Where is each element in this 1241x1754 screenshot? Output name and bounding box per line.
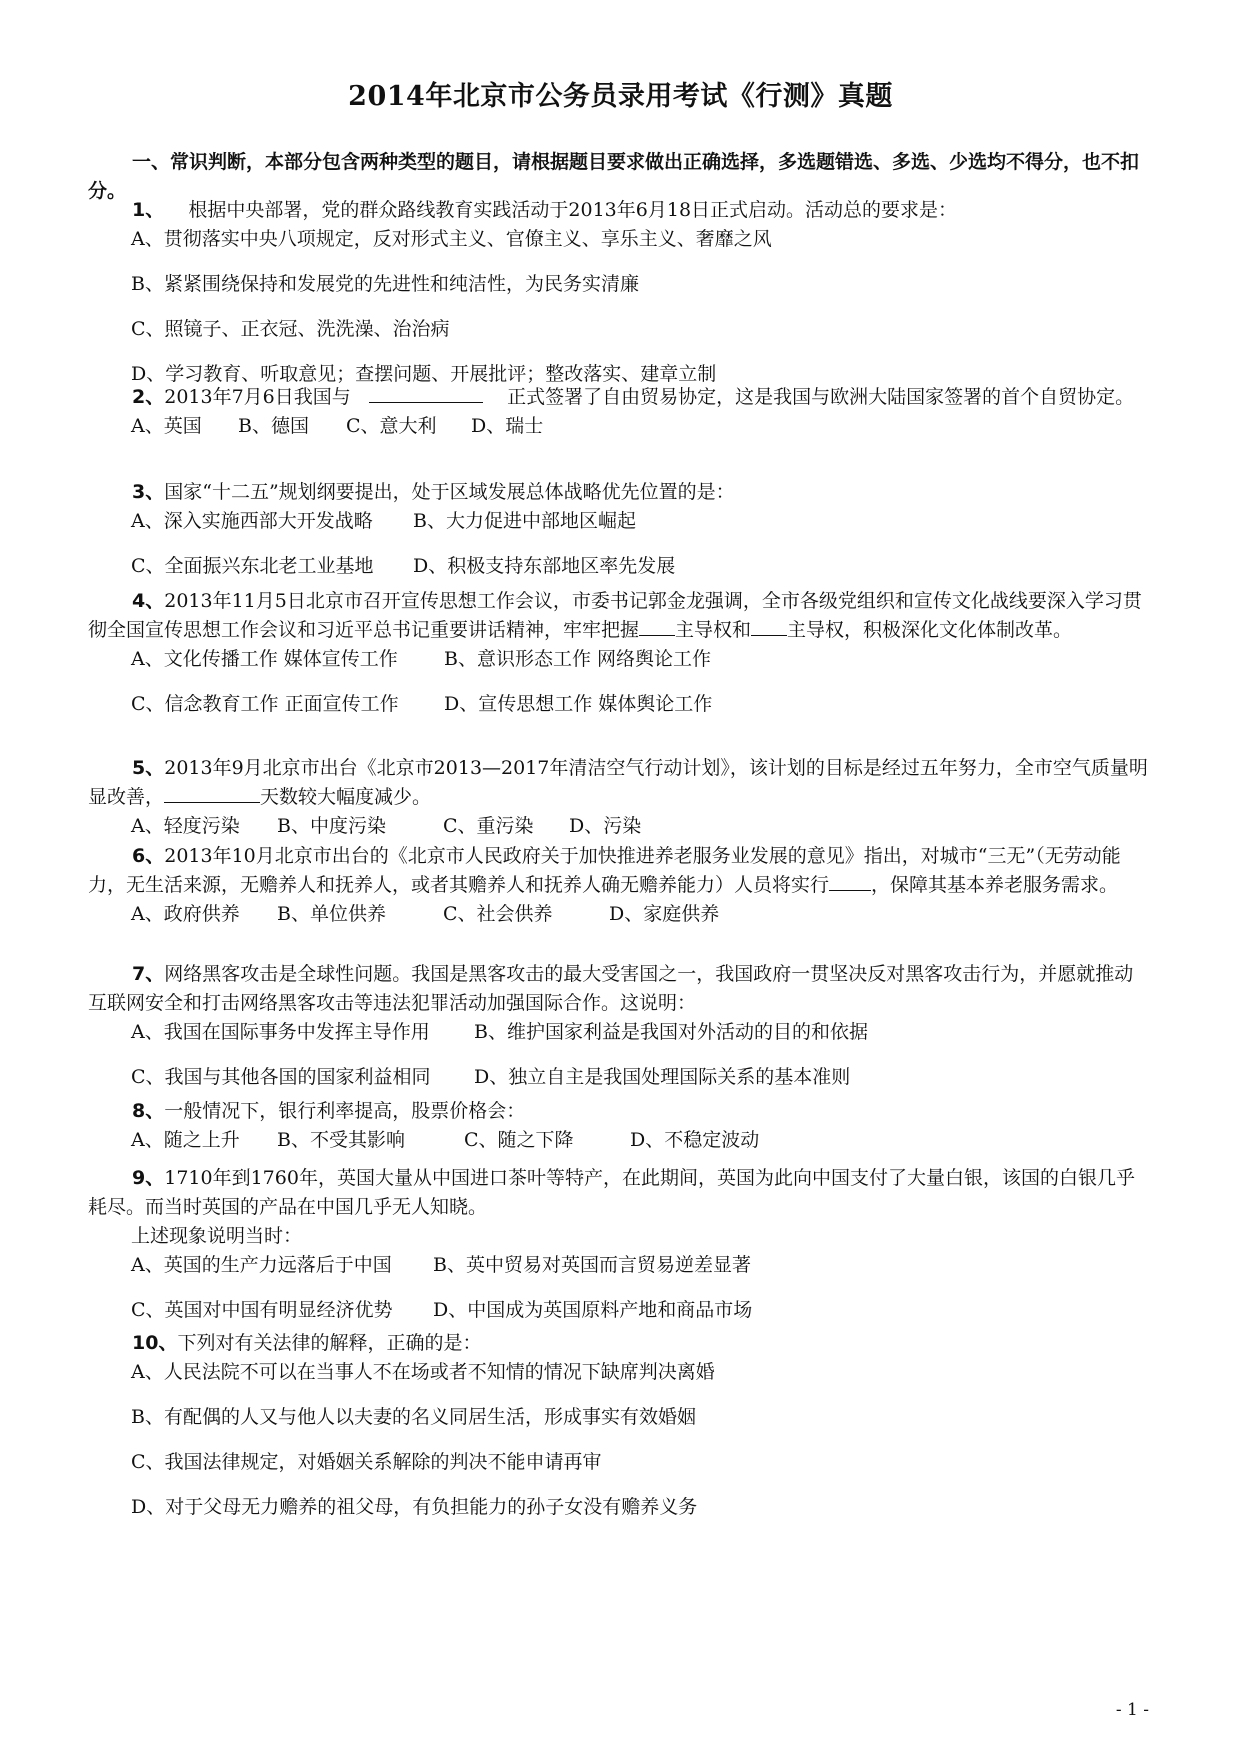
- question-4: [88, 587, 1150, 719]
- question-text-part3: 主导权，积极深化文化体制改革。: [787, 619, 1073, 641]
- answer-blank-2: [751, 617, 787, 636]
- question-number: 4、: [132, 590, 165, 612]
- option-b: B、意识形态工作 网络舆论工作: [444, 648, 712, 670]
- option-b: B、维护国家利益是我国对外活动的目的和依据: [474, 1021, 868, 1043]
- answer-blank: [829, 872, 871, 891]
- question-text: 一般情况下，银行利率提高，股票价格会：: [164, 1100, 526, 1122]
- options-row-1: [131, 1251, 1150, 1280]
- option-a: A、我国在国际事务中发挥主导作用: [131, 1021, 430, 1043]
- options-row: [131, 412, 1150, 441]
- question-7: [88, 960, 1150, 1092]
- option-c: C、英国对中国有明显经济优势: [131, 1299, 393, 1321]
- option-d: D、独立自主是我国处理国际关系的基本准则: [474, 1066, 851, 1088]
- option-b: B、英中贸易对英国而言贸易逆差显著: [433, 1254, 751, 1276]
- option-d: D、对于父母无力赡养的祖父母，有负担能力的孙子女没有赡养义务: [131, 1496, 698, 1518]
- question-stem: [88, 383, 1150, 412]
- question-text-part2: 天数较大幅度减少。: [260, 786, 432, 808]
- answer-blank: [164, 784, 260, 803]
- question-text-part1: 2013年10月北京市出台的《北京市人民政府关于加快推进养老服务业发展的意见》指出，对城市“三无”（无劳动能力，无生活来源，无赡养人和抚养人，或者其赡养人和抚养人确无赡养能力）人员将实行: [88, 845, 1121, 896]
- option-d: D、家庭供养: [609, 903, 720, 925]
- option-b: B、德国: [238, 415, 309, 437]
- page-title: 2014年北京市公务员录用考试《行测》真题: [348, 81, 893, 112]
- options-row-2: [131, 552, 1150, 581]
- question-text-part2: 主导权和: [675, 619, 752, 641]
- question-number: 3、: [132, 481, 165, 503]
- question-stem: [88, 587, 1150, 645]
- question-text-part1: 2013年9月北京市出台《北京市2013—2017年清洁空气行动计划》，该计划的目标是经过五年努力，全市空气质量明显改善，: [88, 757, 1148, 808]
- question-text: 根据中央部署，党的群众路线教育实践活动于2013年6月18日正式启动。活动总的要求是：: [188, 199, 958, 221]
- option-b: B、有配偶的人又与他人以夫妻的名义同居生活，形成事实有效婚姻: [131, 1406, 696, 1428]
- question-number: 6、: [132, 845, 165, 867]
- option-a: A、深入实施西部大开发战略: [131, 510, 373, 532]
- question-number: 5、: [132, 757, 165, 779]
- options-row: [131, 812, 1150, 841]
- option-d: D、学习教育、听取意见；查摆问题、开展批评；整改落实、建章立制: [131, 363, 717, 385]
- question-text-part1: 2013年11月5日北京市召开宣传思想工作会议，市委书记郭金龙强调，全市各级党组织和宣传文化战线要深入学习贯彻全国宣传思想工作会议和习近平总书记重要讲话精神，牢牢把握: [88, 590, 1142, 641]
- option-a: A、英国的生产力远落后于中国: [131, 1254, 392, 1276]
- question-stem: [88, 1097, 1150, 1126]
- question-9: [88, 1164, 1150, 1325]
- option-d: D、积极支持东部地区率先发展: [413, 555, 676, 577]
- option-d: D、中国成为英国原料产地和商品市场: [433, 1299, 753, 1321]
- question-6: [88, 842, 1150, 929]
- option-b: B、紧紧围绕保持和发展党的先进性和纯洁性，为民务实清廉: [131, 273, 639, 295]
- option-b: B、大力促进中部地区崛起: [413, 510, 636, 532]
- question-1: [88, 196, 1150, 389]
- option-b: B、中度污染: [277, 815, 386, 837]
- question-2: [88, 383, 1150, 441]
- option-c: C、照镜子、正衣冠、洗洗澡、治治病: [131, 318, 450, 340]
- question-3: [88, 478, 1150, 581]
- question-number: 8、: [132, 1100, 165, 1122]
- option-c: C、社会供养: [443, 903, 553, 925]
- question-text: 国家“十二五”规划纲要提出，处于区域发展总体战略优先位置的是：: [164, 481, 735, 503]
- question-10: [88, 1329, 1150, 1522]
- question-text: 网络黑客攻击是全球性问题。我国是黑客攻击的最大受害国之一，我国政府一贯坚决反对黑客攻击行为，并愿就推动互联网安全和打击网络黑客攻击等违法犯罪活动加强国际合作。这说明：: [88, 963, 1134, 1014]
- option-a: A、轻度污染: [131, 815, 240, 837]
- question-text-part1: 2013年7月6日我国与: [164, 386, 351, 408]
- question-text: 下列对有关法律的解释，正确的是：: [177, 1332, 482, 1354]
- option-c: C、信念教育工作 正面宣传工作: [131, 693, 399, 715]
- question-subprompt: 上述现象说明当时：: [131, 1225, 303, 1247]
- options-row-2: [131, 1296, 1150, 1325]
- question-5: [88, 754, 1150, 841]
- options-row-2: [131, 1063, 1150, 1092]
- question-number: 7、: [132, 963, 165, 985]
- option-a: A、随之上升: [131, 1129, 240, 1151]
- options-row-2: [131, 690, 1150, 719]
- question-text-part2: 正式签署了自由贸易协定，这是我国与欧洲大陆国家签署的首个自贸协定。: [507, 386, 1135, 408]
- option-a: A、贯彻落实中央八项规定，反对形式主义、官僚主义、享乐主义、奢靡之风: [131, 228, 772, 250]
- option-c: C、我国与其他各国的国家利益相同: [131, 1066, 431, 1088]
- question-stem: [88, 754, 1150, 812]
- question-number: 10、: [132, 1332, 178, 1354]
- option-d: D、宣传思想工作 媒体舆论工作: [444, 693, 713, 715]
- question-number: 2、: [132, 386, 165, 408]
- option-c: C、我国法律规定，对婚姻关系解除的判决不能申请再审: [131, 1451, 602, 1473]
- answer-blank-1: [639, 617, 675, 636]
- option-c: C、重污染: [443, 815, 534, 837]
- question-number: 9、: [132, 1167, 165, 1189]
- option-b: B、不受其影响: [277, 1129, 405, 1151]
- option-d: D、不稳定波动: [630, 1129, 760, 1151]
- option-d: D、污染: [569, 815, 642, 837]
- option-a: A、文化传播工作 媒体宣传工作: [131, 648, 398, 670]
- question-stem: [88, 1329, 1150, 1358]
- page-number: - 1 -: [1115, 1700, 1149, 1720]
- options-row-1: [131, 1018, 1150, 1047]
- question-stem: [88, 960, 1150, 1018]
- question-number: 1、: [132, 199, 165, 221]
- section-instructions: 一、常识判断，本部分包含两种类型的题目，请根据题目要求做出正确选择，多选题错选、多选、少选均不得分，也不扣分。: [88, 151, 1140, 202]
- question-8: [88, 1097, 1150, 1155]
- question-stem: [88, 478, 1150, 507]
- options-row-1: [131, 645, 1150, 674]
- option-a: A、英国: [131, 415, 202, 437]
- options-row-1: [131, 507, 1150, 536]
- answer-blank: [369, 384, 483, 403]
- options-row: [131, 900, 1150, 929]
- option-a: A、人民法院不可以在当事人不在场或者不知情的情况下缺席判决离婚: [131, 1361, 715, 1383]
- option-a: A、政府供养: [131, 903, 240, 925]
- question-stem: [88, 1164, 1150, 1222]
- question-text-part2: ，保障其基本养老服务需求。: [871, 874, 1119, 896]
- option-c: C、全面振兴东北老工业基地: [131, 555, 374, 577]
- option-c: C、随之下降: [464, 1129, 574, 1151]
- option-c: C、意大利: [346, 415, 437, 437]
- options-row: [131, 1126, 1150, 1155]
- question-stem: [88, 196, 1150, 225]
- option-d: D、瑞士: [471, 415, 544, 437]
- question-text: 1710年到1760年，英国大量从中国进口茶叶等特产，在此期间，英国为此向中国支付了大量白银，该国的白银几乎耗尽。而当时英国的产品在中国几乎无人知晓。: [88, 1167, 1135, 1218]
- option-b: B、单位供养: [277, 903, 386, 925]
- question-stem: [88, 842, 1150, 900]
